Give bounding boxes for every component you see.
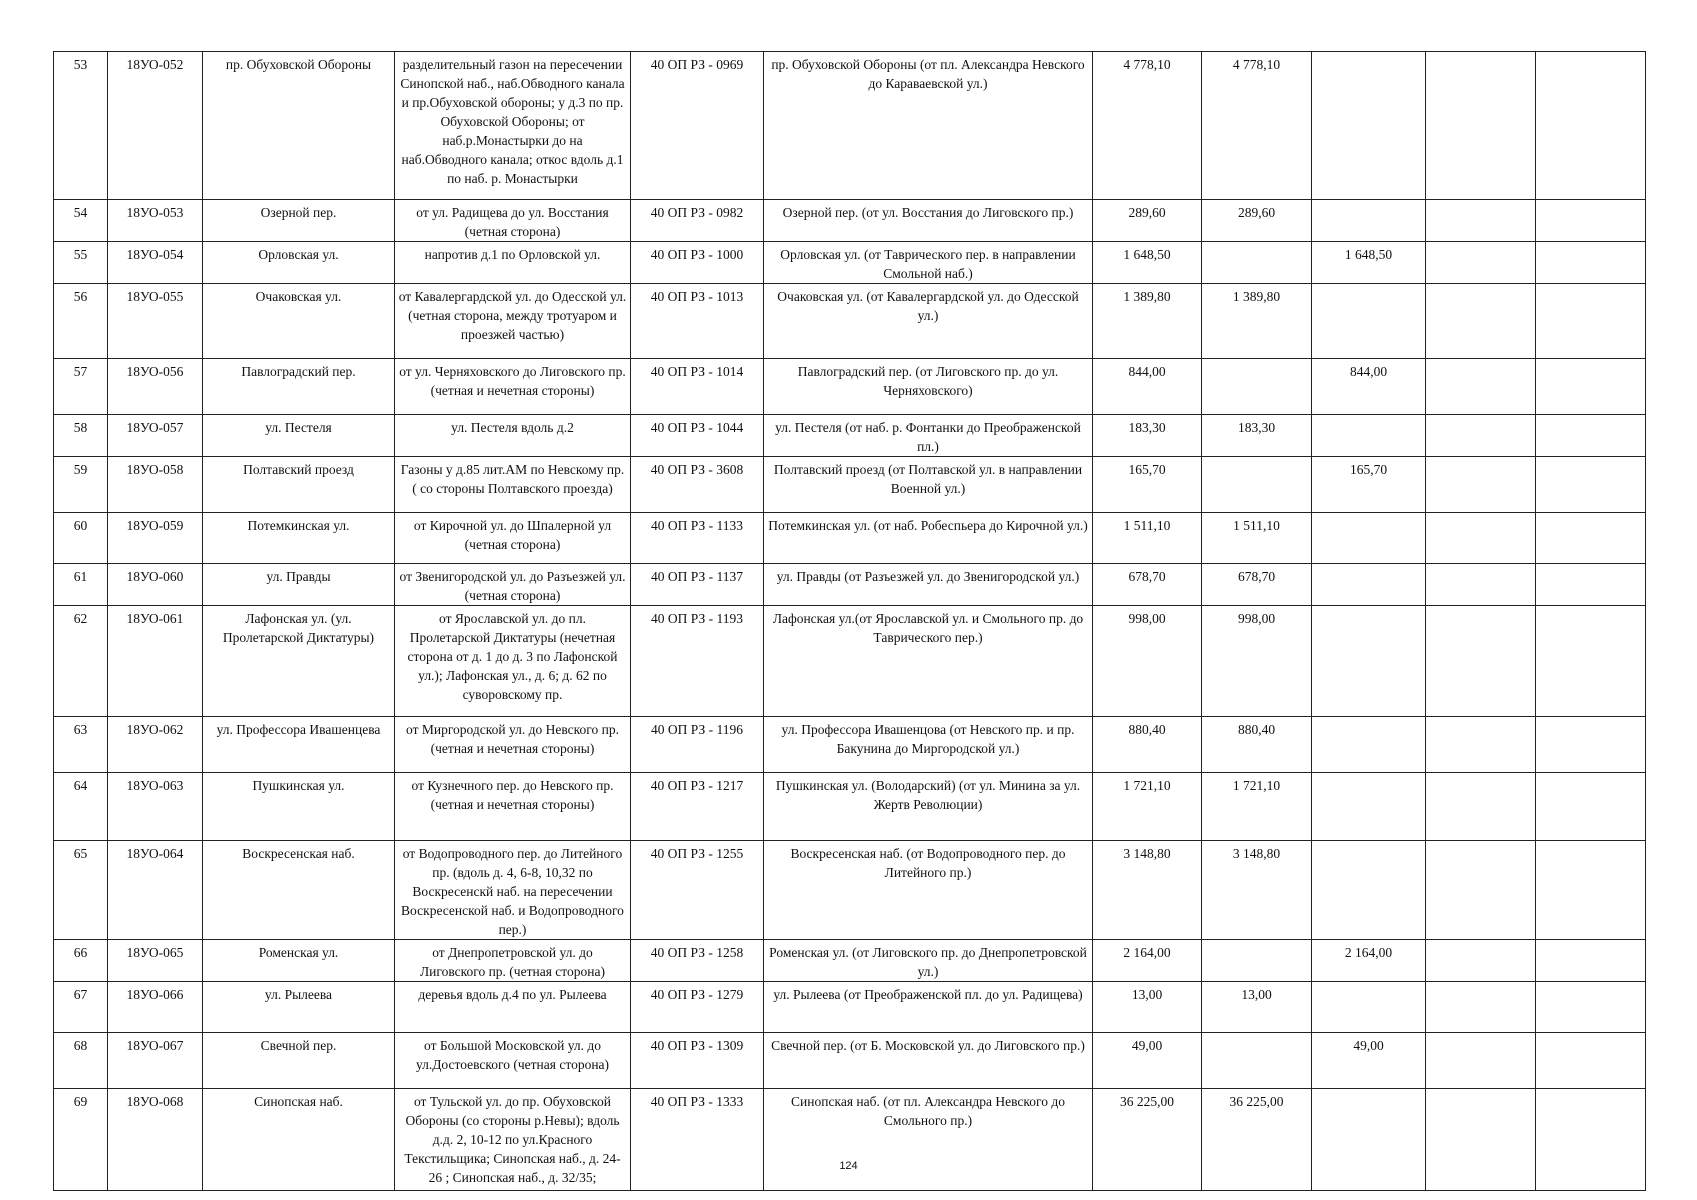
road-id-cell: 40 ОП РЗ - 1014: [631, 359, 764, 415]
object-code-cell: 18УО-059: [108, 513, 203, 564]
area-column-4-cell: [1536, 457, 1646, 513]
total-area-cell: 36 225,00: [1093, 1089, 1202, 1191]
table-row: [54, 513, 1646, 564]
total-area-cell: 165,70: [1093, 457, 1202, 513]
street-name-cell: Синопская наб.: [203, 1089, 395, 1191]
area-column-4-cell: [1536, 982, 1646, 1033]
row-number-cell: 63: [54, 717, 108, 773]
location-description-cell: от Большой Московской ул. до ул.Достоевского (четная сторона): [395, 1033, 631, 1089]
road-name-cell: Павлоградский пер. (от Лиговского пр. до ул. Черняховского): [764, 359, 1093, 415]
object-code-cell: 18УО-067: [108, 1033, 203, 1089]
row-number-cell: 57: [54, 359, 108, 415]
area-column-3-cell: [1426, 284, 1536, 359]
object-code-cell: 18УО-063: [108, 773, 203, 841]
area-column-3-cell: [1426, 1089, 1536, 1191]
road-name-cell: Полтавский проезд (от Полтавской ул. в направлении Военной ул.): [764, 457, 1093, 513]
area-column-4-cell: [1536, 284, 1646, 359]
object-code-cell: 18УО-053: [108, 200, 203, 242]
area-column-4-cell: [1536, 242, 1646, 284]
area-column-1-cell: [1202, 940, 1312, 982]
location-description-cell: от Кирочной ул. до Шпалерной ул (четная сторона): [395, 513, 631, 564]
total-area-cell: 3 148,80: [1093, 841, 1202, 940]
area-column-4-cell: [1536, 940, 1646, 982]
total-area-cell: 998,00: [1093, 606, 1202, 717]
area-column-3-cell: [1426, 200, 1536, 242]
area-column-3-cell: [1426, 717, 1536, 773]
row-number-cell: 59: [54, 457, 108, 513]
road-name-cell: ул. Правды (от Разъезжей ул. до Звенигородской ул.): [764, 564, 1093, 606]
area-column-2-cell: 49,00: [1312, 1033, 1426, 1089]
road-id-cell: 40 ОП РЗ - 1279: [631, 982, 764, 1033]
road-id-cell: 40 ОП РЗ - 1000: [631, 242, 764, 284]
table-row: [54, 773, 1646, 841]
area-column-1-cell: 998,00: [1202, 606, 1312, 717]
area-column-4-cell: [1536, 415, 1646, 457]
street-name-cell: Орловская ул.: [203, 242, 395, 284]
row-number-cell: 66: [54, 940, 108, 982]
area-column-1-cell: 13,00: [1202, 982, 1312, 1033]
area-column-1-cell: 1 721,10: [1202, 773, 1312, 841]
area-column-2-cell: 844,00: [1312, 359, 1426, 415]
area-column-2-cell: [1312, 200, 1426, 242]
total-area-cell: 13,00: [1093, 982, 1202, 1033]
location-description-cell: от Водопроводного пер. до Литейного пр. (вдоль д. 4, 6-8, 10,32 по Воскресенскй наб. на пересечении Воскресенской наб. и Водопроводного пер.): [395, 841, 631, 940]
total-area-cell: 880,40: [1093, 717, 1202, 773]
location-description-cell: разделительный газон на пересечении Синопской наб., наб.Обводного канала и пр.Обуховской обороны; у д.3 по пр. Обуховской Обороны; от наб.р.Монастырки до на наб.Обводного канала; откос вдоль д.1 по наб. р. Монастырки: [395, 52, 631, 200]
street-name-cell: Пушкинская ул.: [203, 773, 395, 841]
road-id-cell: 40 ОП РЗ - 1309: [631, 1033, 764, 1089]
table-row: [54, 284, 1646, 359]
location-description-cell: Газоны у д.85 лит.АМ по Невскому пр. ( со стороны Полтавского проезда): [395, 457, 631, 513]
area-column-1-cell: 1 511,10: [1202, 513, 1312, 564]
row-number-cell: 61: [54, 564, 108, 606]
total-area-cell: 183,30: [1093, 415, 1202, 457]
area-column-1-cell: 36 225,00: [1202, 1089, 1312, 1191]
location-description-cell: от ул. Черняховского до Лиговского пр. (четная и нечетная стороны): [395, 359, 631, 415]
street-name-cell: Потемкинская ул.: [203, 513, 395, 564]
road-id-cell: 40 ОП РЗ - 0982: [631, 200, 764, 242]
area-column-3-cell: [1426, 773, 1536, 841]
area-column-4-cell: [1536, 1033, 1646, 1089]
road-id-cell: 40 ОП РЗ - 0969: [631, 52, 764, 200]
total-area-cell: 1 721,10: [1093, 773, 1202, 841]
location-description-cell: ул. Пестеля вдоль д.2: [395, 415, 631, 457]
road-id-cell: 40 ОП РЗ - 1333: [631, 1089, 764, 1191]
street-name-cell: Воскресенская наб.: [203, 841, 395, 940]
row-number-cell: 64: [54, 773, 108, 841]
street-name-cell: пр. Обуховской Обороны: [203, 52, 395, 200]
road-id-cell: 40 ОП РЗ - 1137: [631, 564, 764, 606]
object-code-cell: 18УО-064: [108, 841, 203, 940]
area-column-1-cell: [1202, 1033, 1312, 1089]
object-code-cell: 18УО-060: [108, 564, 203, 606]
object-code-cell: 18УО-068: [108, 1089, 203, 1191]
total-area-cell: 289,60: [1093, 200, 1202, 242]
table-row: [54, 415, 1646, 457]
road-name-cell: Пушкинская ул. (Володарский) (от ул. Минина за ул. Жертв Революции): [764, 773, 1093, 841]
total-area-cell: 1 389,80: [1093, 284, 1202, 359]
area-column-1-cell: 880,40: [1202, 717, 1312, 773]
road-name-cell: пр. Обуховской Обороны (от пл. Александра Невского до Караваевской ул.): [764, 52, 1093, 200]
area-column-3-cell: [1426, 52, 1536, 200]
table-body: [54, 52, 1646, 1191]
row-number-cell: 54: [54, 200, 108, 242]
area-column-2-cell: [1312, 284, 1426, 359]
area-column-2-cell: 165,70: [1312, 457, 1426, 513]
area-column-2-cell: [1312, 717, 1426, 773]
table-row: [54, 940, 1646, 982]
page-number: 124: [839, 1160, 858, 1172]
location-description-cell: от Днепропетровской ул. до Лиговского пр. (четная сторона): [395, 940, 631, 982]
area-column-3-cell: [1426, 940, 1536, 982]
area-column-1-cell: [1202, 359, 1312, 415]
area-column-3-cell: [1426, 841, 1536, 940]
street-name-cell: Павлоградский пер.: [203, 359, 395, 415]
road-name-cell: Потемкинская ул. (от наб. Робеспьера до Кирочной ул.): [764, 513, 1093, 564]
street-name-cell: ул. Правды: [203, 564, 395, 606]
area-column-4-cell: [1536, 513, 1646, 564]
area-column-2-cell: [1312, 606, 1426, 717]
area-column-4-cell: [1536, 359, 1646, 415]
road-id-cell: 40 ОП РЗ - 1193: [631, 606, 764, 717]
area-column-2-cell: [1312, 415, 1426, 457]
road-id-cell: 40 ОП РЗ - 1133: [631, 513, 764, 564]
area-column-1-cell: [1202, 242, 1312, 284]
location-description-cell: напротив д.1 по Орловской ул.: [395, 242, 631, 284]
table-row: [54, 1089, 1646, 1191]
object-code-cell: 18УО-056: [108, 359, 203, 415]
area-column-3-cell: [1426, 415, 1536, 457]
road-name-cell: ул. Рылеева (от Преображенской пл. до ул. Радищева): [764, 982, 1093, 1033]
area-column-4-cell: [1536, 564, 1646, 606]
location-description-cell: от Тульской ул. до пр. Обуховской Обороны (со стороны р.Невы); вдоль д.д. 2, 10-12 по ул.Красного Текстильщика; Синопская наб., д. 24-26 ; Синопская наб., д. 32/35;: [395, 1089, 631, 1191]
table-row: [54, 841, 1646, 940]
road-id-cell: 40 ОП РЗ - 1013: [631, 284, 764, 359]
area-column-2-cell: [1312, 1089, 1426, 1191]
table-row: [54, 52, 1646, 200]
area-column-2-cell: 1 648,50: [1312, 242, 1426, 284]
table-row: [54, 717, 1646, 773]
road-name-cell: Орловская ул. (от Таврического пер. в направлении Смольной наб.): [764, 242, 1093, 284]
road-name-cell: ул. Пестеля (от наб. р. Фонтанки до Преображенской пл.): [764, 415, 1093, 457]
table-row: [54, 200, 1646, 242]
road-id-cell: 40 ОП РЗ - 1258: [631, 940, 764, 982]
area-column-3-cell: [1426, 242, 1536, 284]
row-number-cell: 67: [54, 982, 108, 1033]
object-code-cell: 18УО-054: [108, 242, 203, 284]
location-description-cell: от Звенигородской ул. до Разъезжей ул. (четная сторона): [395, 564, 631, 606]
table-row: [54, 1033, 1646, 1089]
area-column-4-cell: [1536, 773, 1646, 841]
total-area-cell: 2 164,00: [1093, 940, 1202, 982]
area-column-4-cell: [1536, 52, 1646, 200]
location-description-cell: от Кавалергардской ул. до Одесской ул. (четная сторона, между тротуаром и проезжей частью): [395, 284, 631, 359]
road-id-cell: 40 ОП РЗ - 1196: [631, 717, 764, 773]
row-number-cell: 69: [54, 1089, 108, 1191]
row-number-cell: 68: [54, 1033, 108, 1089]
object-code-cell: 18УО-055: [108, 284, 203, 359]
area-column-1-cell: 678,70: [1202, 564, 1312, 606]
table-row: [54, 457, 1646, 513]
location-description-cell: от Кузнечного пер. до Невского пр. (четная и нечетная стороны): [395, 773, 631, 841]
road-name-cell: Воскресенская наб. (от Водопроводного пер. до Литейного пр.): [764, 841, 1093, 940]
object-code-cell: 18УО-062: [108, 717, 203, 773]
road-id-cell: 40 ОП РЗ - 1044: [631, 415, 764, 457]
object-code-cell: 18УО-058: [108, 457, 203, 513]
location-description-cell: от Ярославской ул. до пл. Пролетарской Диктатуры (нечетная сторона от д. 1 до д. 3 по Лафонской ул.); Лафонская ул., д. 6; д. 62 по суворовскому пр.: [395, 606, 631, 717]
location-description-cell: деревья вдоль д.4 по ул. Рылеева: [395, 982, 631, 1033]
area-column-1-cell: 1 389,80: [1202, 284, 1312, 359]
row-number-cell: 53: [54, 52, 108, 200]
street-name-cell: Очаковская ул.: [203, 284, 395, 359]
area-column-4-cell: [1536, 606, 1646, 717]
object-code-cell: 18УО-052: [108, 52, 203, 200]
total-area-cell: 678,70: [1093, 564, 1202, 606]
row-number-cell: 65: [54, 841, 108, 940]
area-column-1-cell: 4 778,10: [1202, 52, 1312, 200]
road-id-cell: 40 ОП РЗ - 1255: [631, 841, 764, 940]
street-name-cell: Озерной пер.: [203, 200, 395, 242]
row-number-cell: 58: [54, 415, 108, 457]
street-name-cell: Свечной пер.: [203, 1033, 395, 1089]
road-id-cell: 40 ОП РЗ - 3608: [631, 457, 764, 513]
area-column-2-cell: [1312, 773, 1426, 841]
area-column-3-cell: [1426, 513, 1536, 564]
table-row: [54, 564, 1646, 606]
area-column-4-cell: [1536, 841, 1646, 940]
total-area-cell: 1 648,50: [1093, 242, 1202, 284]
area-column-1-cell: 3 148,80: [1202, 841, 1312, 940]
row-number-cell: 55: [54, 242, 108, 284]
table-row: [54, 242, 1646, 284]
total-area-cell: 49,00: [1093, 1033, 1202, 1089]
street-name-cell: ул. Рылеева: [203, 982, 395, 1033]
area-column-4-cell: [1536, 200, 1646, 242]
register-table: [53, 51, 1646, 1191]
road-name-cell: Свечной пер. (от Б. Московской ул. до Лиговского пр.): [764, 1033, 1093, 1089]
street-name-cell: Лафонская ул. (ул. Пролетарской Диктатуры): [203, 606, 395, 717]
road-name-cell: Очаковская ул. (от Кавалергардской ул. до Одесской ул.): [764, 284, 1093, 359]
table-row: [54, 982, 1646, 1033]
road-id-cell: 40 ОП РЗ - 1217: [631, 773, 764, 841]
area-column-3-cell: [1426, 457, 1536, 513]
object-code-cell: 18УО-061: [108, 606, 203, 717]
object-code-cell: 18УО-066: [108, 982, 203, 1033]
total-area-cell: 844,00: [1093, 359, 1202, 415]
object-code-cell: 18УО-057: [108, 415, 203, 457]
total-area-cell: 4 778,10: [1093, 52, 1202, 200]
area-column-3-cell: [1426, 606, 1536, 717]
area-column-2-cell: [1312, 52, 1426, 200]
area-column-1-cell: 183,30: [1202, 415, 1312, 457]
area-column-1-cell: [1202, 457, 1312, 513]
road-name-cell: Лафонская ул.(от Ярославской ул. и Смольного пр. до Таврического пер.): [764, 606, 1093, 717]
area-column-3-cell: [1426, 1033, 1536, 1089]
road-name-cell: Синопская наб. (от пл. Александра Невского до Смольного пр.): [764, 1089, 1093, 1191]
area-column-2-cell: [1312, 982, 1426, 1033]
area-column-2-cell: [1312, 841, 1426, 940]
area-column-4-cell: [1536, 1089, 1646, 1191]
area-column-4-cell: [1536, 717, 1646, 773]
location-description-cell: от ул. Радищева до ул. Восстания (четная сторона): [395, 200, 631, 242]
street-name-cell: Полтавский проезд: [203, 457, 395, 513]
road-name-cell: Роменская ул. (от Лиговского пр. до Днепропетровской ул.): [764, 940, 1093, 982]
street-name-cell: ул. Пестеля: [203, 415, 395, 457]
table-row: [54, 359, 1646, 415]
row-number-cell: 60: [54, 513, 108, 564]
table-row: [54, 606, 1646, 717]
row-number-cell: 56: [54, 284, 108, 359]
road-name-cell: ул. Профессора Ивашенцова (от Невского пр. и пр. Бакунина до Миргородской ул.): [764, 717, 1093, 773]
street-name-cell: Роменская ул.: [203, 940, 395, 982]
area-column-3-cell: [1426, 564, 1536, 606]
area-column-3-cell: [1426, 359, 1536, 415]
object-code-cell: 18УО-065: [108, 940, 203, 982]
location-description-cell: от Миргородской ул. до Невского пр. (четная и нечетная стороны): [395, 717, 631, 773]
area-column-2-cell: [1312, 564, 1426, 606]
area-column-2-cell: [1312, 513, 1426, 564]
area-column-2-cell: 2 164,00: [1312, 940, 1426, 982]
row-number-cell: 62: [54, 606, 108, 717]
area-column-3-cell: [1426, 982, 1536, 1033]
total-area-cell: 1 511,10: [1093, 513, 1202, 564]
area-column-1-cell: 289,60: [1202, 200, 1312, 242]
road-name-cell: Озерной пер. (от ул. Восстания до Лиговского пр.): [764, 200, 1093, 242]
street-name-cell: ул. Профессора Ивашенцева: [203, 717, 395, 773]
